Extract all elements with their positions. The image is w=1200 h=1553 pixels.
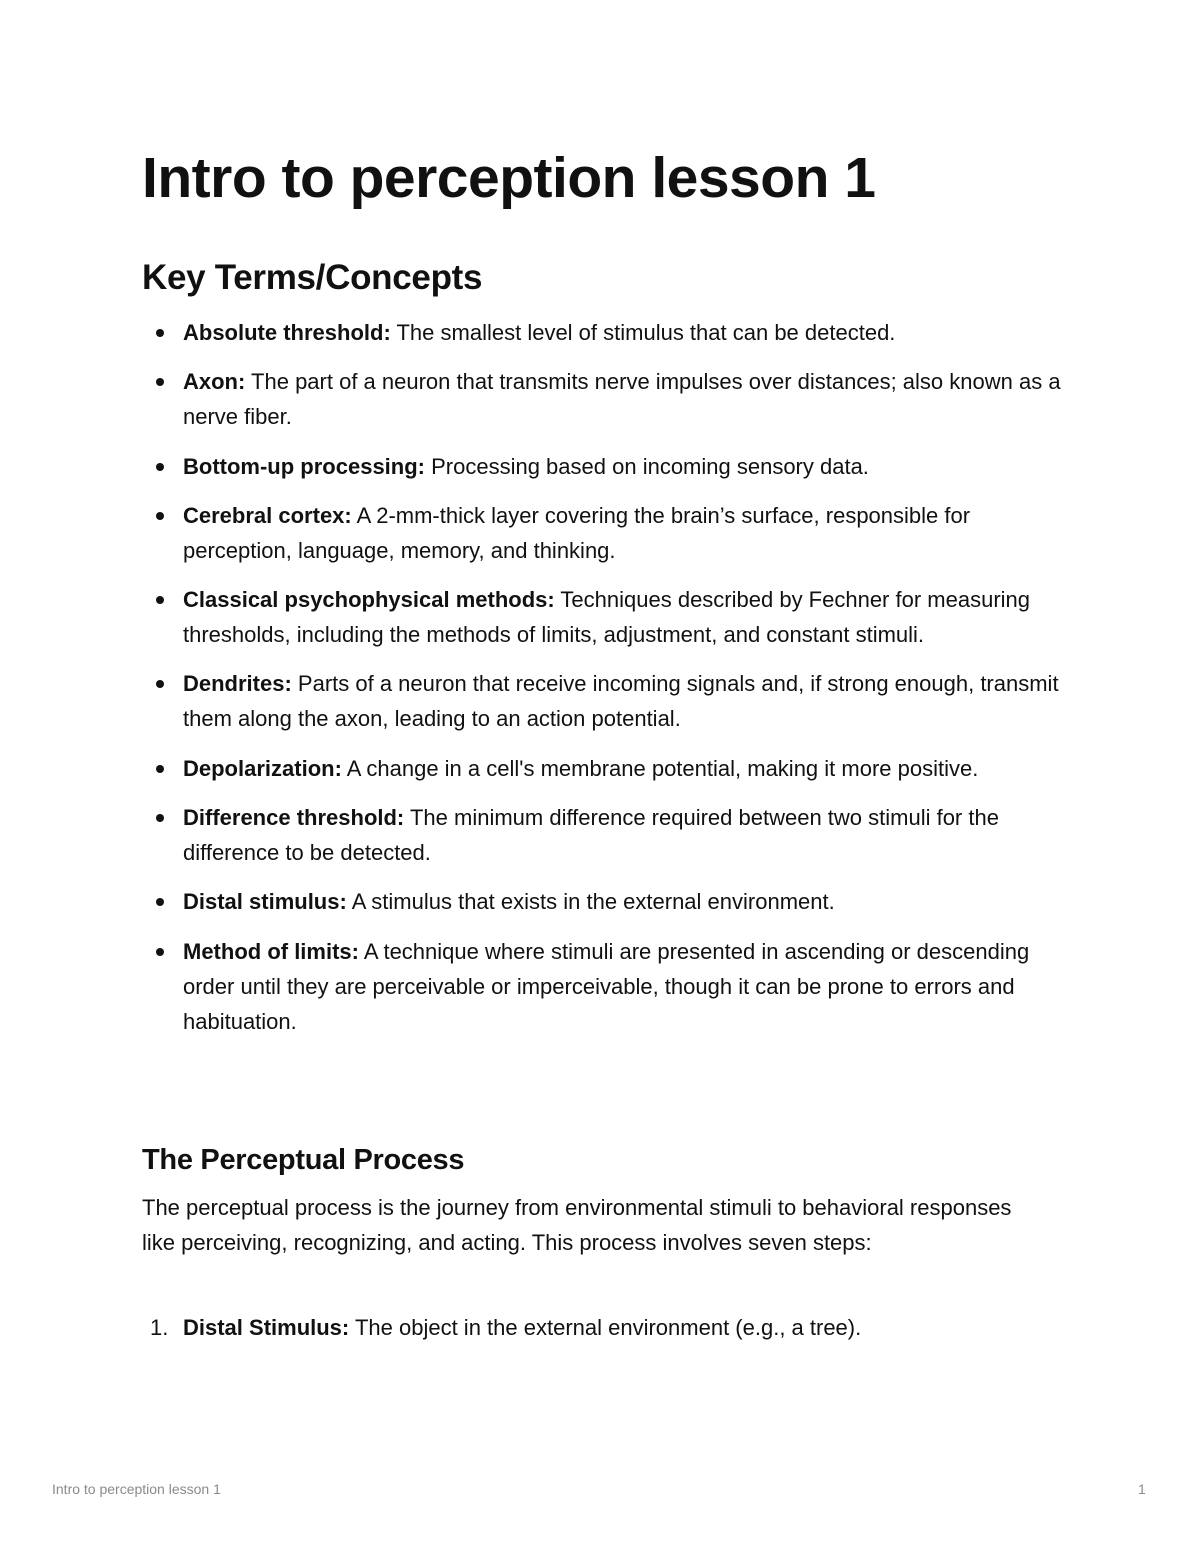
definition: Techniques described by Fechner for measuring thresholds, including the methods of limits, adjustment, and constant stimuli.: [183, 587, 1031, 648]
definition: The object in the external environment (e.g., a tree).: [349, 1315, 862, 1340]
list-item: [142, 364, 1072, 434]
list-item: [142, 751, 1072, 786]
list-item: [142, 800, 1072, 870]
perceptual-steps-list: [142, 1310, 1072, 1345]
section-heading-perceptual-process: The Perceptual Process: [142, 1144, 465, 1176]
term: Axon:: [183, 369, 246, 395]
definition: The part of a neuron that transmits nerve impulses over distances; also known as a nerve fiber.: [183, 369, 1061, 430]
step-number: 1.: [150, 1315, 169, 1340]
definition: Parts of a neuron that receive incoming signals and, if strong enough, transmit them along the axon, leading to an action potential.: [183, 671, 1059, 732]
page-number: 1: [1138, 1481, 1146, 1497]
list-item: [142, 582, 1072, 652]
term: Cerebral cortex:: [183, 502, 352, 528]
definition: A technique where stimuli are presented in ascending or descending order until they are perceivable or imperceivable, though it can be prone to errors and habituation.: [183, 938, 1030, 1034]
definition: The minimum difference required between two stimuli for the difference to be detected.: [183, 805, 999, 866]
list-item: [142, 498, 1072, 568]
term: Distal Stimulus:: [183, 1315, 350, 1340]
term: Classical psychophysical methods:: [183, 587, 555, 613]
term: Depolarization:: [183, 755, 342, 781]
list-item: [142, 449, 1072, 484]
list-item: [142, 884, 1072, 919]
list-item: [142, 315, 1072, 350]
footer-title: Intro to perception lesson 1: [52, 1481, 221, 1497]
page-title: Intro to perception lesson 1: [142, 146, 876, 210]
perceptual-process-paragraph: The perceptual process is the journey from environmental stimuli to behavioral responses like perceiving, recognizing, and acting. This process involves seven steps:: [142, 1195, 1012, 1255]
list-item: [142, 666, 1072, 736]
definition: A change in a cell's membrane potential, making it more positive.: [341, 755, 979, 781]
term: Method of limits:: [183, 938, 359, 964]
term: Bottom-up processing:: [183, 453, 425, 479]
term: Dendrites:: [183, 671, 292, 697]
definition: The smallest level of stimulus that can be detected.: [390, 320, 896, 345]
definition: A 2-mm-thick layer covering the brain’s surface, responsible for perception, language, memory, and thinking.: [183, 502, 971, 563]
definition: Processing based on incoming sensory data.: [425, 453, 869, 479]
definition: A stimulus that exists in the external environment.: [346, 889, 835, 915]
list-item: [142, 934, 1072, 1039]
term: Absolute threshold:: [183, 320, 391, 345]
section-heading-key-terms: Key Terms/Concepts: [142, 258, 483, 297]
key-terms-list: [142, 315, 1072, 1053]
list-item: [142, 1310, 1072, 1345]
term: Distal stimulus:: [183, 889, 347, 915]
term: Difference threshold:: [183, 805, 405, 831]
